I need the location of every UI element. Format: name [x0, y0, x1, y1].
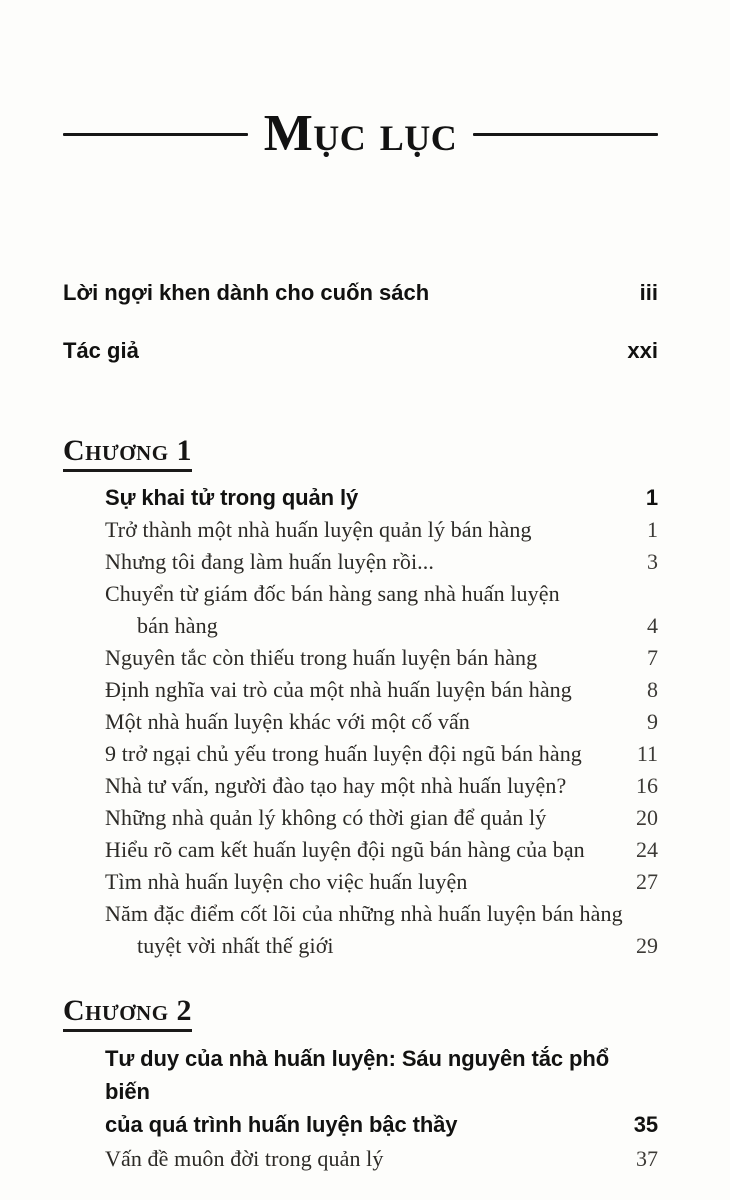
chapter-1-heading: Chương 1 — [63, 436, 192, 472]
toc-entry-title: Những nhà quản lý không có thời gian để quản lý — [105, 805, 547, 830]
chapter-2-heading: Chương 2 — [63, 996, 192, 1032]
toc-entry-title: Nhưng tôi đang làm huấn luyện rồi... — [105, 549, 434, 574]
toc-entry-page: 29 — [636, 933, 658, 958]
toc-row — [63, 866, 658, 898]
toc-entry-page: 4 — [647, 613, 658, 638]
toc-entry-page: 8 — [647, 677, 658, 702]
toc-row — [63, 706, 658, 738]
toc-row — [63, 514, 658, 546]
title-rule-left — [63, 133, 248, 136]
toc-row — [63, 578, 658, 642]
toc-row — [63, 546, 658, 578]
toc-entry-page: 37 — [636, 1146, 658, 1171]
toc-row — [63, 482, 658, 514]
toc-row — [63, 738, 658, 770]
toc-entry-line1: Tư duy của nhà huấn luyện: Sáu nguyên tắc phổ biến — [105, 1046, 610, 1104]
toc-entry-page: 1 — [645, 485, 658, 510]
toc-entry-title: Một nhà huấn luyện khác với một cố vấn — [105, 709, 470, 734]
chapter-2-entries — [63, 1042, 658, 1175]
toc-entry-page: 1 — [647, 517, 658, 542]
toc-header — [63, 106, 658, 162]
toc-entry-line2: tuyệt vời nhất thế giới — [137, 933, 334, 958]
toc-row — [63, 898, 658, 962]
toc-entry-line1: Chuyển từ giám đốc bán hàng sang nhà huấn luyện — [105, 581, 560, 606]
toc-entry-page: iii — [639, 280, 658, 305]
chapter-1-entries — [63, 482, 658, 962]
toc-entry-title: Tìm nhà huấn luyện cho việc huấn luyện — [105, 869, 468, 894]
toc-row-praise — [63, 278, 658, 308]
toc-entry-title: Vấn đề muôn đời trong quản lý — [105, 1146, 384, 1171]
toc-entry-title: Nhà tư vấn, người đào tạo hay một nhà huấn luyện? — [105, 773, 567, 798]
toc-row — [63, 770, 658, 802]
toc-row — [63, 834, 658, 866]
chapter-2-section — [63, 962, 658, 1175]
toc-entry-page: 16 — [636, 773, 658, 798]
toc-row — [63, 1143, 658, 1175]
toc-row — [63, 802, 658, 834]
front-matter-section — [63, 278, 658, 366]
toc-entry-page: 11 — [636, 741, 658, 766]
toc-entry-title: 9 trở ngại chủ yếu trong huấn luyện đội ngũ bán hàng — [105, 741, 582, 766]
toc-entry-title: Tác giả — [63, 338, 139, 363]
toc-row — [63, 1042, 658, 1141]
toc-row — [63, 642, 658, 674]
toc-entry-title — [105, 578, 560, 642]
toc-entry-title: Lời ngợi khen dành cho cuốn sách — [63, 280, 430, 305]
title-rule-right — [473, 133, 658, 136]
toc-entry-line2: của quá trình huấn luyện bậc thầy — [105, 1112, 458, 1137]
toc-entry-page: 27 — [636, 869, 658, 894]
toc-entry-title — [105, 1042, 622, 1141]
toc-entry-page: 20 — [636, 805, 658, 830]
toc-entry-title: Nguyên tắc còn thiếu trong huấn luyện bán hàng — [105, 645, 538, 670]
toc-entry-page: 7 — [647, 645, 658, 670]
toc-entry-title: Hiểu rõ cam kết huấn luyện đội ngũ bán hàng của bạn — [105, 837, 585, 862]
toc-entry-title: Định nghĩa vai trò của một nhà huấn luyện bán hàng — [105, 677, 572, 702]
toc-entry-title: Sự khai tử trong quản lý — [105, 485, 359, 510]
toc-entry-page: 3 — [647, 549, 658, 574]
toc-entry-page: 35 — [633, 1112, 658, 1137]
page-title: Mục lục — [263, 105, 458, 162]
toc-entry-title — [105, 898, 623, 962]
toc-entry-line1: Năm đặc điểm cốt lõi của những nhà huấn luyện bán hàng — [105, 901, 623, 926]
toc-entry-page: 24 — [636, 837, 658, 862]
toc-entry-page: 9 — [647, 709, 658, 734]
toc-row-author — [63, 336, 658, 366]
toc-row — [63, 674, 658, 706]
chapter-1-section — [63, 394, 658, 962]
toc-entry-page: xxi — [627, 338, 658, 363]
toc-entry-title: Trở thành một nhà huấn luyện quản lý bán hàng — [105, 517, 532, 542]
toc-entry-line2: bán hàng — [137, 613, 218, 638]
